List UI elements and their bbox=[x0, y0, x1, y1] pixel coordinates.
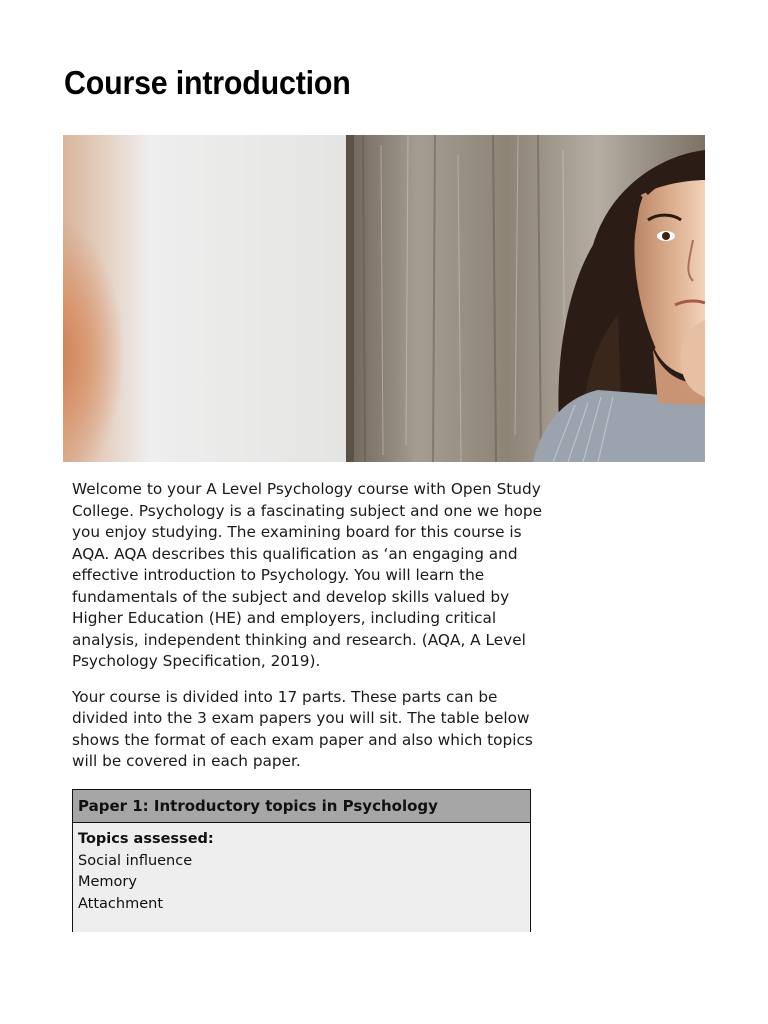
topics-assessed-label: Topics assessed: bbox=[78, 831, 214, 847]
topic-item: Social influence bbox=[78, 852, 193, 869]
intro-text bbox=[72, 479, 542, 787]
topic-item: Attachment bbox=[78, 895, 164, 912]
photo-woman-thinking-icon bbox=[63, 135, 705, 462]
paper-1-table bbox=[72, 789, 531, 932]
paper-1-body bbox=[73, 823, 530, 915]
intro-paragraph-1: Welcome to your A Level Psychology course with Open Study College. Psychology is a fascinating subject and one we hope you enjoy studying. The examining board for this course is AQA. AQA describes this qualification as ‘an engaging and effective introduction to Psychology. You will learn the fundamentals of the subject and develop skills valued by Higher Education (HE) and employers, including critical analysis, independent thinking and research. (AQA, A Level Psychology Specification, 2019). bbox=[72, 480, 542, 670]
page-title: Course introduction bbox=[64, 64, 351, 101]
intro-paragraph-2: Your course is divided into 17 parts. These parts can be divided into the 3 exam papers you will sit. The table below shows the format of each exam paper and also which topics will be covered in each paper. bbox=[72, 687, 533, 770]
topic-item: Memory bbox=[78, 874, 137, 890]
hero-image bbox=[63, 135, 705, 462]
paper-1-heading: Paper 1: Introductory topics in Psychology bbox=[73, 790, 530, 823]
